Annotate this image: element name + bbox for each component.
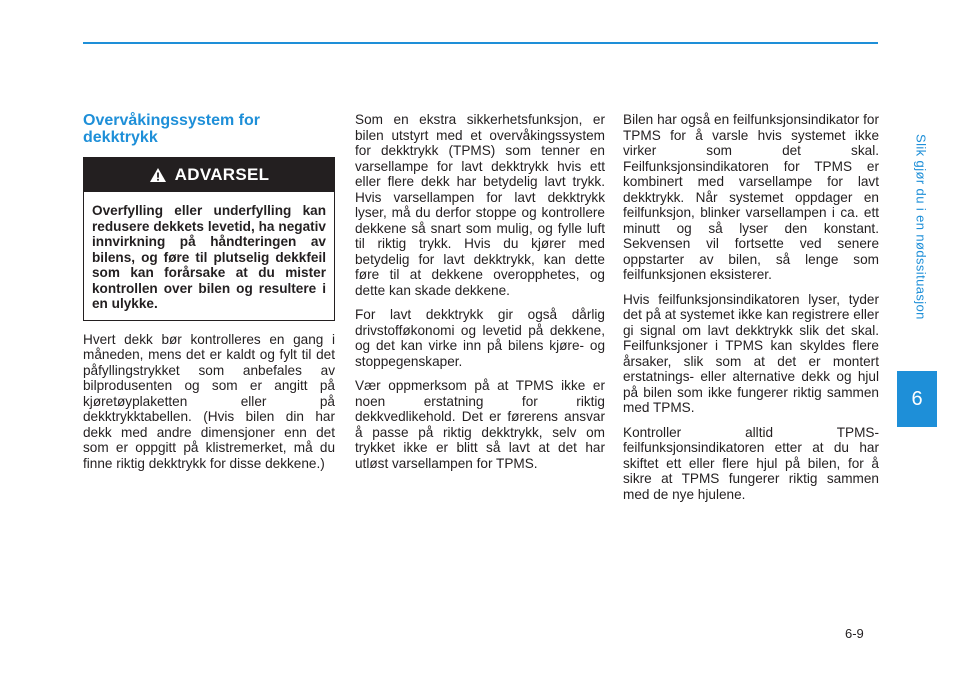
chapter-side-label bbox=[907, 82, 935, 372]
paragraph: For lavt dekktrykk gir også dårlig drivstofføkonomi og levetid på dekkene, og det kan virke inn på bilens kjøre- og stoppegenskaper. bbox=[355, 307, 605, 369]
warning-title: ADVARSEL bbox=[174, 165, 270, 185]
warning-triangle-icon bbox=[149, 167, 167, 183]
chapter-tab[interactable] bbox=[897, 371, 937, 427]
warning-text: Overfylling eller underfylling kan redusere dekkets levetid, ha negativ innvirkning på håndteringen av bilens, og føre til plutselig dekkfeil som kan forårsake at du mister kontrollen over bilen og resultere i en ulykke. bbox=[92, 203, 326, 311]
warning-box bbox=[83, 157, 335, 321]
paragraph: Kontroller alltid TPMS-feilfunksjonsindikatoren etter at du har skiftet ett eller flere hjul på bilen, for å sikre at TPMS fungerer riktig sammen med de nye hjulene. bbox=[623, 424, 879, 502]
page-number: 6-9 bbox=[845, 626, 864, 641]
paragraph: Som en ekstra sikkerhetsfunksjon, er bilen utstyrt med et overvåkingssystem for dekktrykk (TPMS) som tenner en varsellampe for lavt dekktrykk hvis ett eller flere dekk har betydelig lavt trykk. Hvis varsellampen for lavt dekktrykk lyser, må du derfor stoppe og kontrollere dekkene så snart som mulig, og fylle luft til riktig trykk. Hvis du kjører med betydelig for lavt dekktrykk, kan dette føre til at dekkene overopphetes, og dette kan skade dekkene. bbox=[355, 112, 605, 298]
header-rule bbox=[83, 42, 878, 44]
section-title: Overvåkingssystem for dekktrykk bbox=[83, 112, 260, 146]
paragraph: Hvis feilfunksjonsindikatoren lyser, tyder det på at systemet ikke kan registrere eller gi signal om lavt dekktrykk slik det skal. Feilfunksjoner i TPMS kan skyldes flere årsaker, slik som at det er montert erstatnings- eller alternative dekk og hjul på bilen som ikke fungerer riktig sammen med TPMS. bbox=[623, 291, 879, 415]
paragraph: Vær oppmerksom på at TPMS ikke er noen erstatning for riktig dekkvedlikehold. Det er førerens ansvar å passe på riktig dekktrykk, selv om trykket ikke er blitt så lavt at det har utløst varsellampen for TPMS. bbox=[355, 378, 605, 471]
column-1 bbox=[83, 112, 335, 480]
paragraph: Hvert dekk bør kontrolleres en gang i måneden, mens det er kaldt og fylt til det påfyllingstrykket som anbefales av bilprodusenten og som er angitt på kjøretøyplaketten eller på dekktrykktabellen. (Hvis bilen din har dekk med andre dimensjoner enn det som er oppgitt på klistremerket, må du finne riktig dekktrykk for disse dekkene.) bbox=[83, 331, 335, 471]
paragraph: Bilen har også en feilfunksjonsindikator for TPMS for å varsle hvis systemet ikke virker som det skal. Feilfunksjonsindikatoren for TPMS er kombinert med varsellampe for lavt dekktrykk. Når systemet oppdager en feilfunksjon, blinker varsellampen i ca. ett minutt og så lyser den konstant. Sekvensen vil fortsette ved senere oppstarter av bilen, så lenge som feilfunksjonen eksisterer. bbox=[623, 112, 879, 282]
chapter-title: Slik gjør du i en nødssituasjon bbox=[913, 134, 929, 320]
chapter-number: 6 bbox=[911, 387, 923, 410]
column-2 bbox=[355, 112, 605, 480]
warning-header bbox=[84, 158, 334, 192]
column-3 bbox=[623, 112, 879, 511]
